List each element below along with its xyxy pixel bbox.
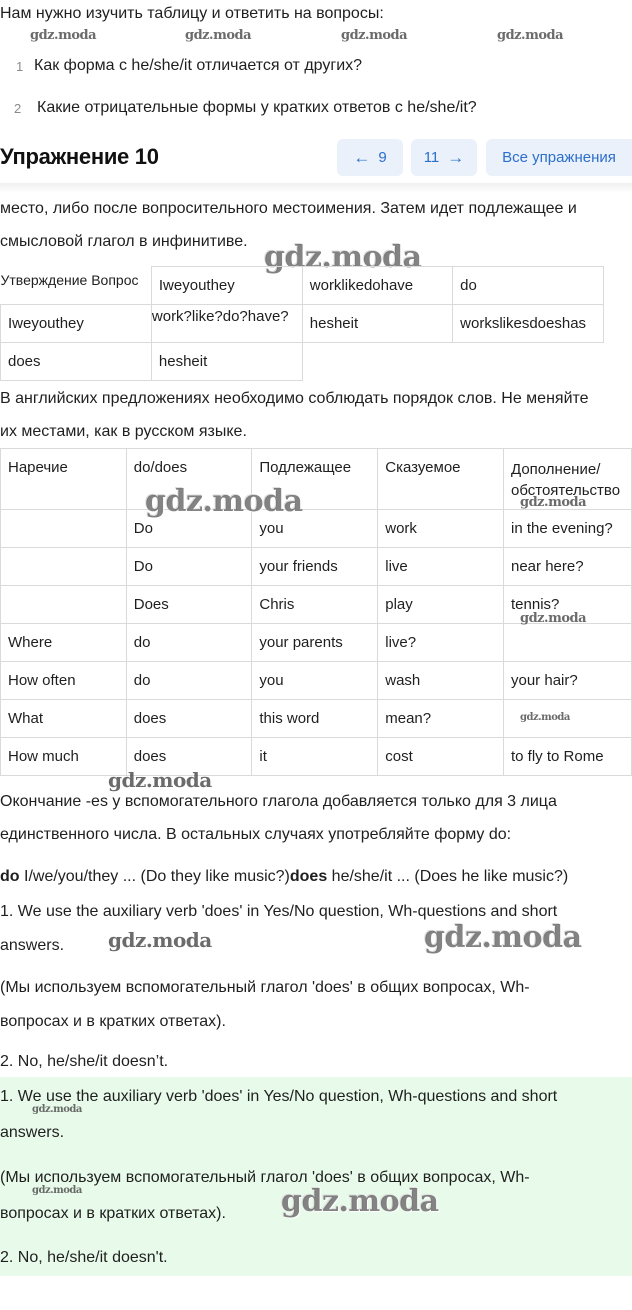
table-cell: Iweyouthey [1,305,152,343]
watermark: gdz.moda [185,28,252,43]
table-header-cell: Дополнение/ обстоятельство [504,449,632,510]
table-cell: Iweyouthey [151,267,302,305]
watermark: gdz.moda [32,1104,82,1115]
table-cell [504,624,632,662]
watermark: gdz.moda [520,611,587,626]
table-cell: Do [126,548,252,586]
table-row [1,343,604,381]
all-exercises-label: Все упражнения [502,149,616,166]
answer-line: 2. No, he/she/it doesn’t. [0,1053,169,1070]
table-cell: in the evening? [504,510,632,548]
table-cell: hesheit [302,305,452,343]
table-cell: your hair? [504,662,632,700]
table-cell: Do [126,510,252,548]
table-cell: Does [126,586,252,624]
table-cell: near here? [504,548,632,586]
table-row [1,305,604,343]
table-cell: do [126,662,252,700]
table-cell: play [378,586,504,624]
table-cell: do [126,624,252,662]
do-label: do [0,868,20,885]
next-exercise-label: 11 [423,149,440,166]
prev-exercise-label: 9 [378,149,387,166]
watermark: gdz.moda [520,495,587,510]
watermark: gdz.moda [520,712,570,723]
table-cell: Chris [252,586,378,624]
arrow-right-icon: → [447,147,465,167]
question-number: 1 [16,59,24,74]
watermark: gdz.moda [30,28,97,43]
table-cell: What [1,700,127,738]
table-cell [1,586,127,624]
paragraph-line: Окончание -es у вспомогательного глагола добавляется только для 3 лица [0,793,557,810]
table-cell: Where [1,624,127,662]
intro-text: Нам нужно изучить таблицу и ответить на вопросы: [0,5,384,22]
table-cell: hesheit [151,343,302,381]
paragraph-line: В английских предложениях необходимо соблюдать порядок слов. Не меняйте [0,390,589,407]
prev-exercise-button[interactable] [337,139,403,176]
table-cell: live [378,548,504,586]
table-header-cell: Подлежащее [252,449,378,510]
watermark: gdz.moda [424,920,582,955]
table-cell: you [252,510,378,548]
table-row [1,548,632,586]
question-text: Какие отрицательные формы у кратких ответов с he/she/it? [37,99,477,116]
paragraph-line: место, либо после вопросительного местоимения. Затем идет подлежащее и [0,200,577,217]
table-cell: does [126,738,252,776]
answer-line: 2. No, he/she/it doesn't. [0,1249,168,1266]
table-cell: it [252,738,378,776]
table-cell: mean? [378,700,504,738]
table-cell: Утверждение Вопрос [1,267,152,305]
table-cell [1,510,127,548]
table-cell: work [378,510,504,548]
watermark: gdz.moda [281,1184,439,1219]
watermark: gdz.moda [145,484,303,519]
table-row [1,510,632,548]
question-number: 2 [14,101,22,116]
answer-line: (Мы используем вспомогательный глагол 'does' в общих вопросах, Wh- [0,979,530,996]
table-header-cell: Сказуемое [378,449,504,510]
answer-line: вопросах и в кратких ответах). [0,1205,226,1222]
next-exercise-button[interactable] [411,139,477,176]
table-cell: does [1,343,152,381]
table-cell: does [126,700,252,738]
table-cell: cost [378,738,504,776]
table-cell: wash [378,662,504,700]
table-cell: this word [252,700,378,738]
answer-line: 1. We use the auxiliary verb 'does' in Yes/No question, Wh-questions and short [0,1088,558,1105]
table-cell: work?like?do?have? [151,305,302,343]
watermark: gdz.moda [108,928,212,952]
table-cell: tennis? [504,586,632,624]
watermark: gdz.moda [108,768,212,792]
table-row [1,624,632,662]
table-cell: worklikedohave [302,267,452,305]
forms-table [0,266,604,381]
watermark: gdz.moda [341,28,408,43]
all-exercises-button[interactable] [486,139,632,176]
paragraph-line: их местами, как в русском языке. [0,423,247,440]
table-cell: you [252,662,378,700]
table-cell: How often [1,662,127,700]
table-cell: workslikesdoeshas [453,305,604,343]
table-cell: do [453,267,604,305]
watermark: gdz.moda [264,240,422,275]
watermark: gdz.moda [497,28,564,43]
table-header-cell: Наречие [1,449,127,510]
answer-line: answers. [0,937,65,954]
table-cell: How much [1,738,127,776]
table-cell: your parents [252,624,378,662]
answer-line: 1. We use the auxiliary verb 'does' in Yes/No question, Wh-questions and short [0,903,558,920]
answer-line: (Мы используем вспомогательный глагол 'does' в общих вопросах, Wh- [0,1169,530,1186]
does-example: he/she/it ... (Does he like music?) [327,868,569,885]
forms-line [0,860,568,893]
answer-line: answers. [0,1124,65,1141]
table-header-cell: do/does [126,449,252,510]
paragraph-line: единственного числа. В остальных случаях употребляйте форму do: [0,826,512,843]
question-text: Как форма с he/she/it отличается от других? [34,57,363,74]
arrow-left-icon: ← [353,147,371,167]
watermark: gdz.moda [32,1185,82,1196]
paragraph-line: смысловой глагол в инфинитиве. [0,233,248,250]
does-label: does [289,868,328,885]
table-row [1,267,604,305]
do-example: I/we/you/they ... (Do they like music?) [19,868,290,885]
exercise-title: Упражнение 10 [0,144,159,169]
table-cell: live? [378,624,504,662]
table-cell [1,548,127,586]
table-row [1,662,632,700]
table-cell: your friends [252,548,378,586]
answer-line: вопросах и в кратких ответах). [0,1013,226,1030]
table-row [1,738,632,776]
table-cell: to fly to Rome [504,738,632,776]
